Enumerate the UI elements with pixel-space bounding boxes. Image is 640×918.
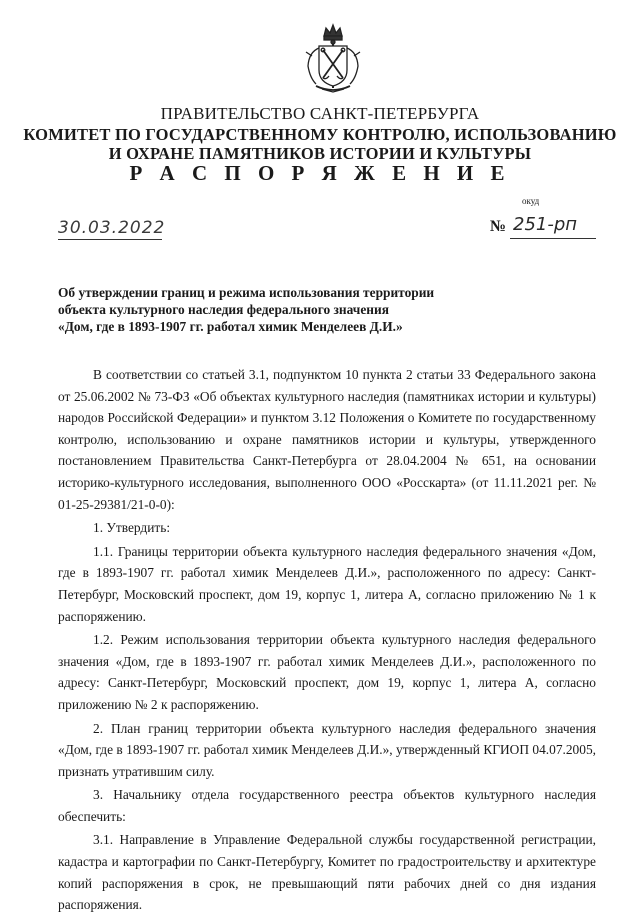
- item-3-1: 3.1. Направление в Управление Федеральной службы государственной регистрации, кадастра и картографии по Санкт-Петербургу, Комитет по градостроительству и архитектуре копий распоряжения в срок, не превышающий пяти рабочих дней со дня издания распоряжения.: [58, 832, 596, 913]
- committee-name-line-2: И ОХРАНЕ ПАМЯТНИКОВ ИСТОРИИ И КУЛЬТУРЫ: [108, 144, 532, 163]
- government-name: ПРАВИТЕЛЬСТВО САНКТ-ПЕТЕРБУРГА: [160, 104, 480, 123]
- subject-line-3: «Дом, где в 1893-1907 гг. работал химик Менделеев Д.И.»: [58, 319, 403, 334]
- subject-line-1: Об утверждении границ и режима использования территории: [58, 285, 435, 300]
- number-sign: №: [490, 218, 507, 235]
- date-underline: [58, 239, 162, 240]
- order-body: [58, 364, 596, 918]
- coat-of-arms-icon: [302, 22, 364, 96]
- item-1-1: 1.1. Границы территории объекта культурного наследия федерального значения «Дом, где в 1893-1907 гг. работал химик Менделеев Д.И.», расположенного по адресу: Санкт-Петербург, Московский проспект, дом 19, корпус 1, литера А, согласно приложению № 1 к распоряжению.: [58, 543, 596, 624]
- order-subject: [58, 284, 458, 335]
- item-2: 2. План границ территории объекта культурного наследия федерального значения «Дом, где в 1893-1907 гг. работал химик Менделеев Д.И.», утвержденный КГИОП 04.07.2005, признать утратившим силу.: [58, 720, 596, 779]
- item-1-2: 1.2. Режим использования территории объекта культурного наследия федерального значения «Дом, где в 1893-1907 гг. работал химик Менделеев Д.И.», расположенного по адресу: Санкт-Петербург, Московский проспект, дом 19, корпус 1, литера А, согласно приложению № 2 к распоряжению.: [58, 632, 596, 712]
- preamble-paragraph: В соответствии со статьей 3.1, подпунктом 10 пункта 2 статьи 33 Федерального закона от 25.06.2002 № 73-ФЗ «Об объектах культурного наследия (памятниках истории и культуры) народов Российской Федерации» и пунктом 3.12 Положения о Комитете по государственному контролю, использованию и охране памятников истории и культуры, утвержденного постановлением Правительства Санкт-Петербурга от 28.04.2004 № 651, на основании историко-культурного исследования, выполненного ООО «Росскарта» (от 11.11.2021 рег. № 01-25-29381/21-0-0):: [58, 367, 596, 512]
- okud-label: окуд: [522, 196, 540, 206]
- number-underline: [510, 238, 596, 239]
- document-type-title: Р А С П О Р Я Ж Е Н И Е: [129, 161, 511, 185]
- handwritten-date: 30.03.2022: [58, 218, 166, 238]
- item-3: 3. Начальнику отдела государственного реестра объектов культурного наследия обеспечить:: [58, 787, 596, 824]
- committee-name-line-1: КОМИТЕТ ПО ГОСУДАРСТВЕННОМУ КОНТРОЛЮ, ИСПОЛЬЗОВАНИЮ: [23, 125, 617, 144]
- subject-line-2: объекта культурного наследия федерального значения: [58, 302, 389, 317]
- handwritten-order-number: 251-рп: [513, 214, 578, 235]
- item-1: 1. Утвердить:: [93, 520, 171, 536]
